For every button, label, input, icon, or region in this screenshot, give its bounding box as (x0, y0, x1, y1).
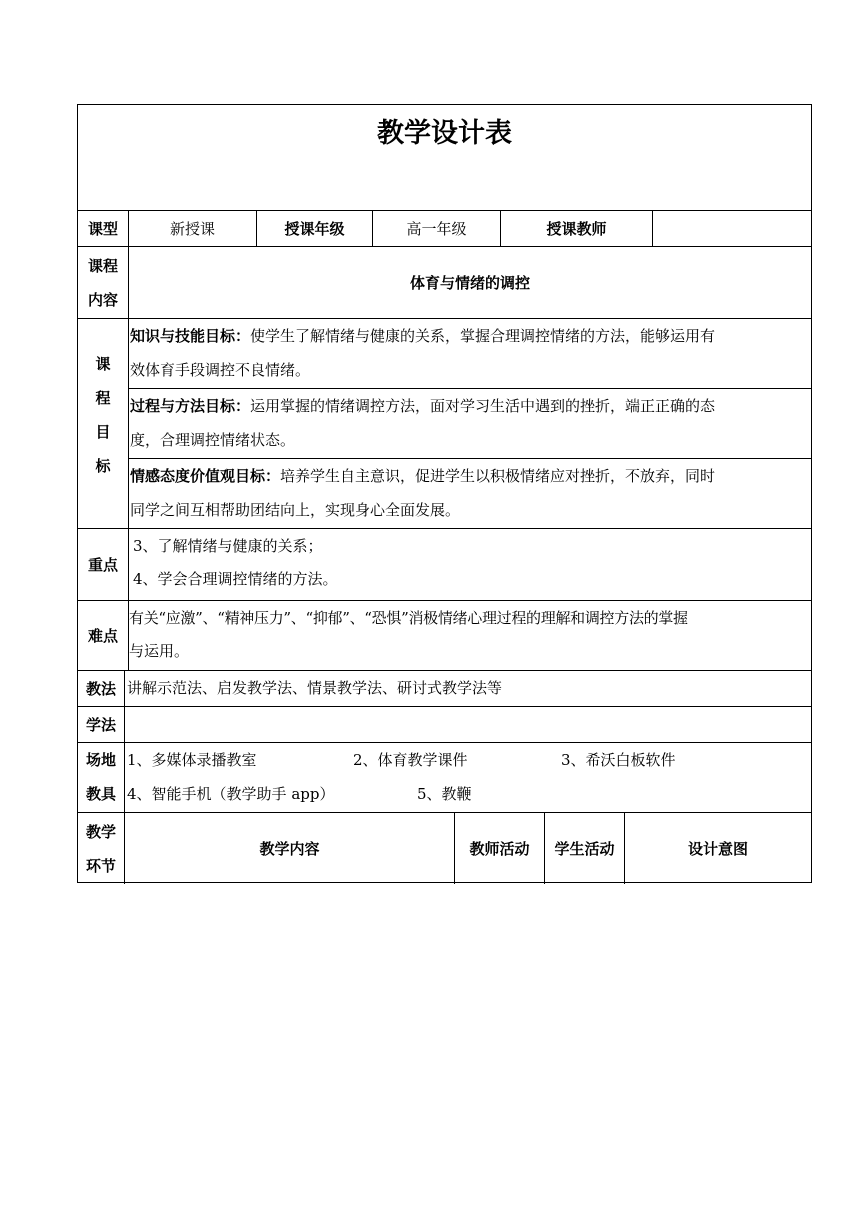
equipment-cell (124, 743, 811, 812)
grade-value: 高一年级 (372, 211, 500, 246)
column-teaching-content: 教学内容 (124, 813, 454, 884)
course-type-value: 新授课 (128, 211, 256, 246)
difficulties-label: 难点 (87, 627, 118, 645)
course-content-label-line1: 课程 (87, 257, 118, 275)
equipment-item-5: 5、教鞭 (417, 785, 472, 803)
key-point-2: 4、学会合理调控情绪的方法。 (133, 570, 338, 588)
column-student-activity: 学生活动 (544, 813, 624, 884)
goals-label-char-3: 目 (95, 423, 111, 441)
teaching-methods-row (78, 671, 811, 707)
course-content-label (78, 247, 128, 318)
equipment-label (78, 743, 124, 812)
learning-methods-label: 学法 (85, 716, 116, 734)
column-design-intent: 设计意图 (624, 813, 811, 884)
equipment-row (78, 743, 811, 813)
emotion-goal (128, 459, 811, 527)
goals-label-char-2: 程 (95, 389, 111, 407)
goals-label-char-1: 课 (95, 355, 111, 373)
teaching-methods-value: 讲解示范法、启发教学法、情景教学法、研讨式教学法等 (127, 679, 503, 697)
equipment-label-line2: 教具 (85, 785, 116, 803)
title-row (78, 105, 811, 211)
process-goal-label: 过程与方法目标： (130, 397, 251, 415)
knowledge-goal-text-1: 使学生了解情绪与健康的关系，掌握合理调控情绪的方法，能够运用有 (250, 327, 716, 345)
teaching-phase-label-line1: 教学 (85, 823, 116, 841)
course-content-label-line2: 内容 (87, 291, 118, 309)
emotion-goal-text-1: 培养学生自主意识，促进学生以积极情绪应对挫折，不放弃，同时 (280, 467, 716, 485)
goals-row (78, 319, 811, 529)
emotion-goal-label: 情感态度价值观目标： (130, 467, 281, 485)
equipment-item-1: 1、多媒体录播教室 (127, 751, 257, 769)
key-point-1: 3、了解情绪与健康的关系； (133, 537, 323, 555)
goals-label-char-4: 标 (95, 457, 111, 475)
teaching-phase-label (78, 813, 124, 884)
difficulties-line-1: 有关“应激”、“精神压力”、“抑郁”、“恐惧”消极情绪心理过程的理解和调控方法的掌握 (129, 609, 688, 627)
key-points-row (78, 529, 811, 601)
teacher-label: 授课教师 (500, 211, 652, 246)
column-teacher-activity: 教师活动 (454, 813, 544, 884)
learning-methods-value (124, 707, 811, 742)
teaching-phase-row (78, 813, 811, 884)
course-type-row (78, 211, 811, 247)
equipment-item-3: 3、希沃白板软件 (561, 751, 676, 769)
learning-methods-row (78, 707, 811, 743)
grade-label: 授课年级 (256, 211, 372, 246)
course-content-row (78, 247, 811, 319)
difficulties-cell (128, 601, 811, 670)
teaching-methods-label: 教法 (85, 680, 116, 698)
process-goal-text-2: 度，合理调控情绪状态。 (130, 431, 296, 449)
equipment-item-2: 2、体育教学课件 (353, 751, 468, 769)
process-goal (128, 389, 811, 457)
key-points-cell (128, 529, 811, 600)
difficulties-row (78, 601, 811, 671)
page-title: 教学设计表 (377, 118, 512, 149)
course-type-label: 课型 (87, 220, 118, 238)
knowledge-goal (128, 319, 811, 387)
course-content-value: 体育与情绪的调控 (128, 247, 811, 318)
emotion-goal-text-2: 同学之间互相帮助团结向上，实现身心全面发展。 (130, 501, 461, 519)
lesson-design-table (77, 104, 812, 883)
key-points-label: 重点 (87, 556, 118, 574)
difficulties-line-2: 与运用。 (129, 642, 190, 660)
knowledge-goal-label: 知识与技能目标： (130, 327, 251, 345)
teaching-phase-label-line2: 环节 (85, 857, 116, 875)
process-goal-text-1: 运用掌握的情绪调控方法，面对学习生活中遇到的挫折，端正正确的态 (250, 397, 716, 415)
equipment-item-4: 4、智能手机（教学助手 app） (127, 785, 335, 803)
teaching-methods-cell (124, 671, 811, 706)
teacher-value (652, 211, 811, 246)
knowledge-goal-text-2: 效体育手段调控不良情绪。 (130, 361, 311, 379)
equipment-label-line1: 场地 (85, 751, 116, 769)
